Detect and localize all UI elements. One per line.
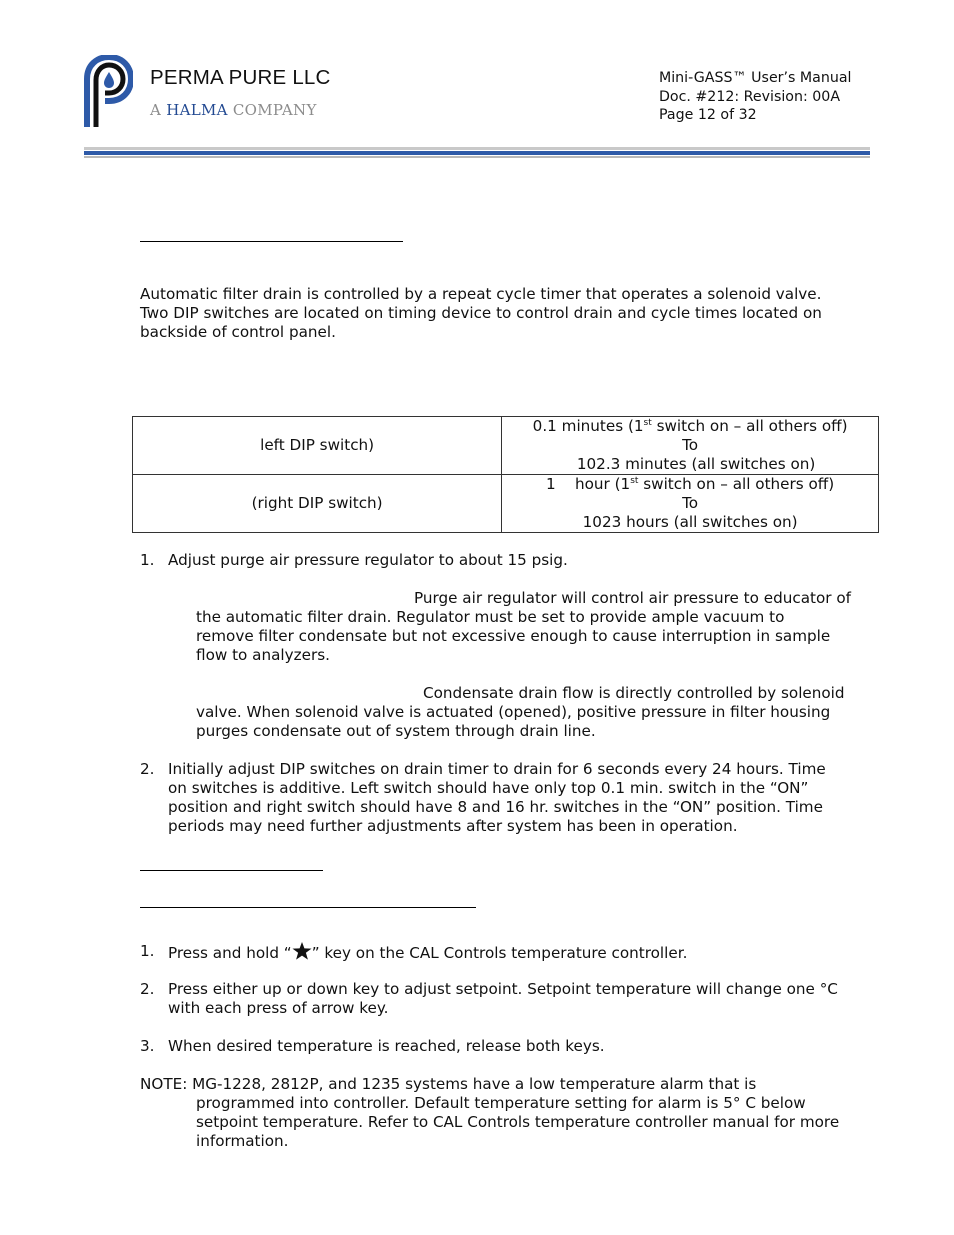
- note-line: remove filter condensate but not excessive enough to cause interruption in sample: [196, 627, 831, 645]
- doc-title: Mini-GASS™ User’s Manual: [659, 70, 852, 86]
- drain-note-first-line: Condensate drain flow is directly controlled by solenoid: [423, 684, 845, 702]
- range-min: 1 hour (1: [546, 475, 631, 493]
- range-min-suffix: switch on – all others off): [638, 475, 835, 493]
- range-min-suffix: switch on – all others off): [651, 417, 848, 435]
- step-text: [168, 942, 687, 963]
- header-rule-top: [84, 147, 870, 150]
- range-to: To: [682, 494, 699, 512]
- step-text-post: ” key on the CAL Controls temperature controller.: [311, 944, 688, 962]
- table-cell-label: (right DIP switch): [133, 475, 502, 533]
- star-icon: [292, 942, 312, 960]
- range-sup: st: [630, 476, 639, 486]
- note-line: purges condensate out of system through drain line.: [196, 722, 596, 740]
- range-max: 102.3 minutes (all switches on): [576, 455, 816, 473]
- note-line: flow to analyzers.: [196, 646, 330, 664]
- note-body: [196, 1094, 839, 1151]
- step-text: Adjust purge air pressure regulator to about 15 psig.: [168, 551, 568, 569]
- page-number: Page 12 of 32: [659, 107, 757, 123]
- step-line: on switches is additive. Left switch should have only top 0.1 min. switch in the “ON”: [168, 779, 809, 797]
- subsection-heading-underline: [140, 907, 476, 908]
- range-sup: st: [643, 418, 652, 428]
- header-rule-bottom: [84, 156, 870, 158]
- intro-line: Two DIP switches are located on timing device to control drain and cycle times located on: [140, 304, 822, 322]
- note-first-line: NOTE: MG-1228, 2812P, and 1235 systems have a low temperature alarm that is: [140, 1075, 757, 1093]
- tagline-prefix: A: [150, 101, 162, 119]
- subsection-heading-underline: [140, 870, 323, 871]
- step-line: Initially adjust DIP switches on drain timer to drain for 6 seconds every 24 hours. Time: [168, 760, 826, 778]
- company-name: PERMA PURE LLC: [150, 66, 331, 89]
- step-text: [168, 760, 826, 836]
- range-max: 1023 hours (all switches on): [582, 513, 798, 531]
- intro-line: Automatic filter drain is controlled by a repeat cycle timer that operates a solenoid valve.: [140, 285, 822, 303]
- note-line: the automatic filter drain. Regulator must be set to provide ample vacuum to: [196, 608, 785, 626]
- perma-pure-logo-icon: [83, 55, 133, 129]
- tagline-suffix: COMPANY: [232, 101, 317, 119]
- document-info: [659, 69, 851, 125]
- table-cell-label: left DIP switch): [133, 417, 502, 475]
- intro-paragraph: [140, 285, 822, 342]
- step-text: When desired temperature is reached, release both keys.: [168, 1037, 605, 1055]
- table-cell-range: [502, 417, 879, 475]
- table-row: [133, 417, 879, 475]
- step-line: Press either up or down key to adjust setpoint. Setpoint temperature will change one °C: [168, 980, 838, 998]
- purge-note-first-line: Purge air regulator will control air pressure to educator of: [414, 589, 851, 607]
- purge-note: [196, 608, 830, 665]
- range-to: To: [682, 436, 699, 454]
- step-text: [168, 980, 838, 1018]
- tagline-brand: HALMA: [166, 101, 228, 119]
- section-heading-underline: [140, 241, 403, 242]
- intro-line: backside of control panel.: [140, 323, 336, 341]
- dip-switch-table: [132, 416, 879, 533]
- step-line: with each press of arrow key.: [168, 999, 389, 1017]
- range-min: 0.1 minutes (1: [532, 417, 644, 435]
- note-line: setpoint temperature. Refer to CAL Controls temperature controller manual for more: [196, 1113, 840, 1131]
- step-line: periods may need further adjustments after system has been in operation.: [168, 817, 738, 835]
- step-number: 3.: [140, 1037, 155, 1055]
- note-line: information.: [196, 1132, 289, 1150]
- drain-note: [196, 703, 830, 741]
- company-tagline: [150, 101, 317, 119]
- note-line: valve. When solenoid valve is actuated (opened), positive pressure in filter housing: [196, 703, 831, 721]
- step-text-pre: Press and hold “: [168, 944, 292, 962]
- step-number: 2.: [140, 760, 155, 778]
- step-line: position and right switch should have 8 and 16 hr. switches in the “ON” position. Time: [168, 798, 823, 816]
- doc-number: Doc. #212: Revision: 00A: [659, 88, 841, 105]
- step-number: 1.: [140, 942, 155, 960]
- header-rule-blue: [84, 151, 870, 155]
- table-row: [133, 475, 879, 533]
- note-line: programmed into controller. Default temperature setting for alarm is 5° C below: [196, 1094, 806, 1112]
- step-number: 2.: [140, 980, 155, 998]
- table-cell-range: [502, 475, 879, 533]
- step-number: 1.: [140, 551, 155, 569]
